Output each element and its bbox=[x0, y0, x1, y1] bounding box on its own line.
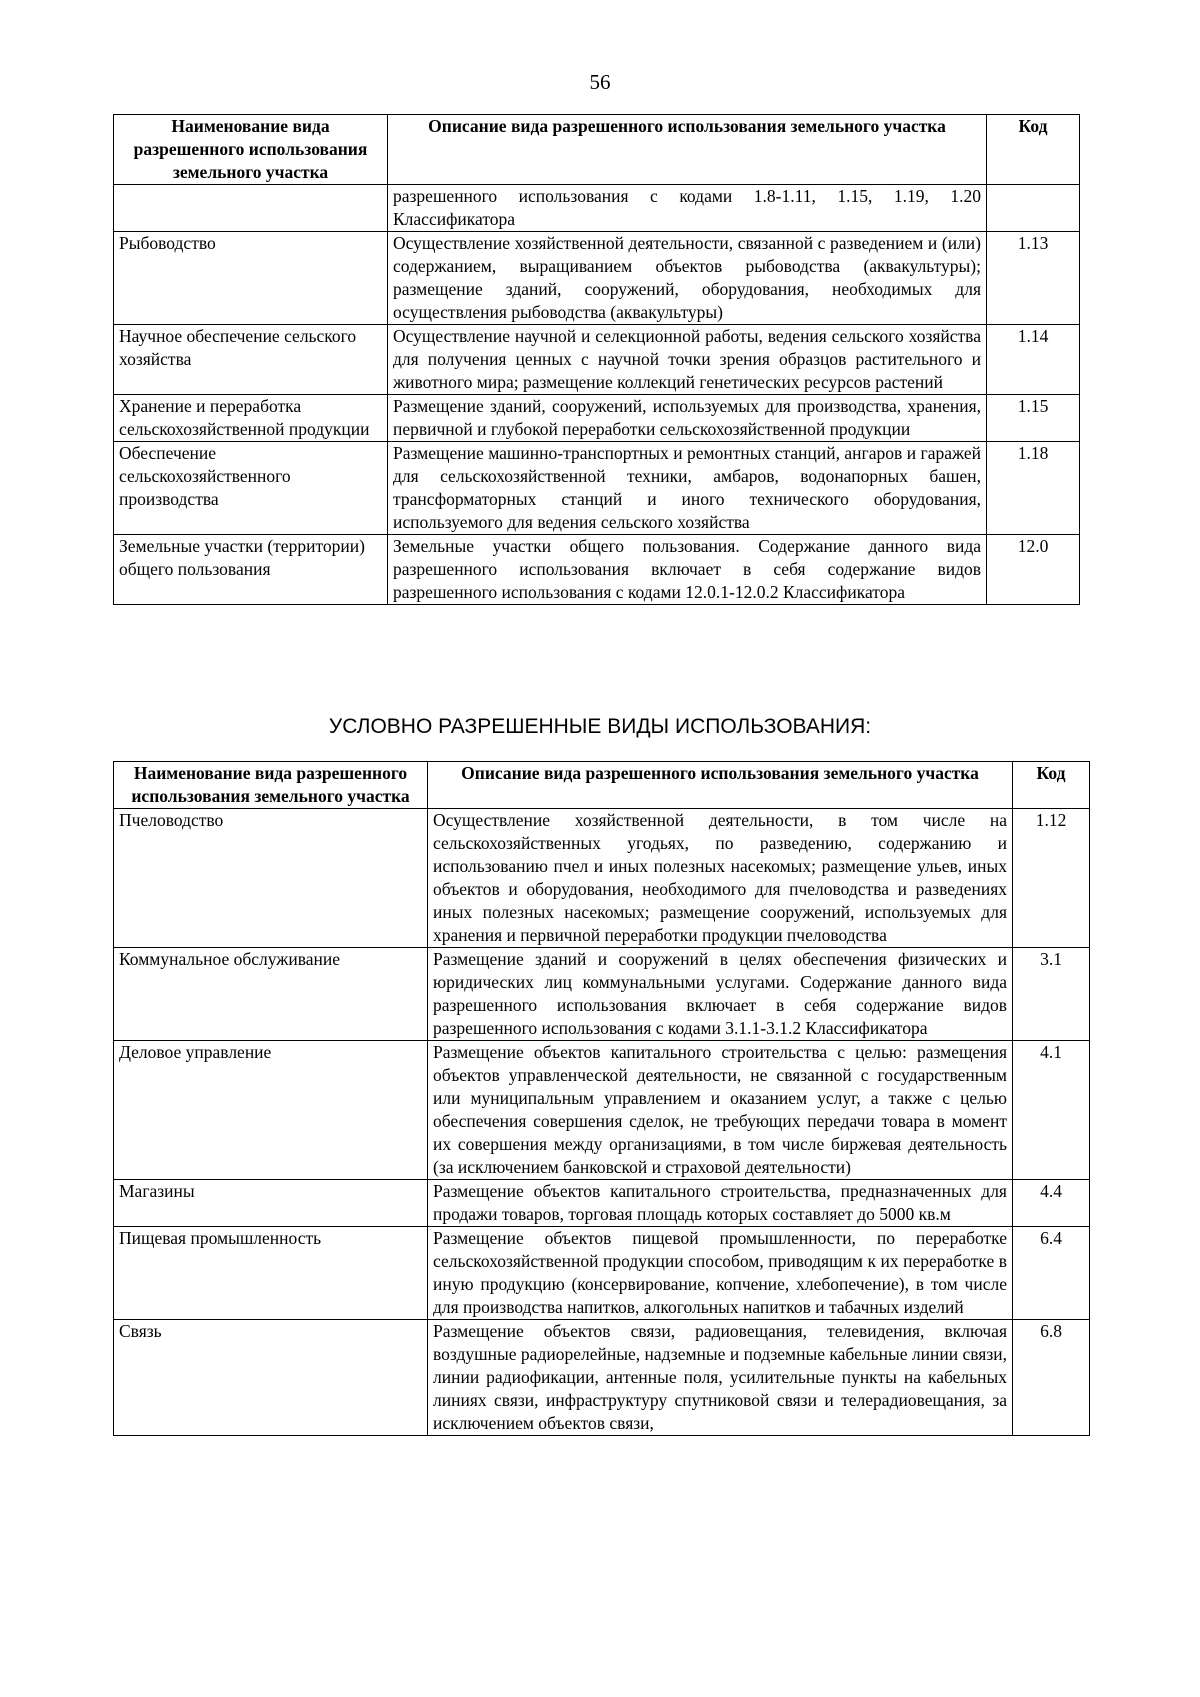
permitted-uses-table bbox=[113, 114, 1080, 605]
use-code: 6.4 bbox=[1013, 1227, 1090, 1320]
use-code: 1.12 bbox=[1013, 809, 1090, 948]
use-description: Осуществление хозяйственной деятельности, связанной с разведением и (или) содержанием, выращиванием объектов рыбоводства (аквакультуры); размещение зданий, сооружений, оборудования, необходимых для осуществления рыбоводства (аквакультуры) bbox=[388, 232, 987, 325]
header-code: Код bbox=[987, 115, 1080, 185]
header-description: Описание вида разрешенного использования земельного участка bbox=[428, 762, 1013, 809]
table-header-row bbox=[114, 762, 1090, 809]
table-row bbox=[114, 395, 1080, 442]
table-row bbox=[114, 1180, 1090, 1227]
use-description: Размещение зданий и сооружений в целях обеспечения физических и юридических лиц коммунальными услугами. Содержание данного вида разрешенного использования включает в себя содержание видов разрешенного использования с кодами 3.1.1-3.1.2 Классификатора bbox=[428, 948, 1013, 1041]
use-description: Размещение объектов капитального строительства, предназначенных для продажи товаров, торговая площадь которых составляет до 5000 кв.м bbox=[428, 1180, 1013, 1227]
use-description: Осуществление хозяйственной деятельности, в том числе на сельскохозяйственных угодьях, по разведению, содержанию и использованию пчел и иных полезных насекомых; размещение ульев, иных объектов и оборудования, необходимого для пчеловодства и разведениях иных полезных насекомых; размещение сооружений, используемых для хранения и первичной переработки продукции пчеловодства bbox=[428, 809, 1013, 948]
use-name: Деловое управление bbox=[114, 1041, 428, 1180]
table-row bbox=[114, 325, 1080, 395]
use-description: Осуществление научной и селекционной работы, ведения сельского хозяйства для получения ценных с научной точки зрения образцов растительного и животного мира; размещение коллекций генетических ресурсов растений bbox=[388, 325, 987, 395]
use-description: разрешенного использования с кодами 1.8-1.11, 1.15, 1.19, 1.20 Классификатора bbox=[388, 185, 987, 232]
use-description: Размещение машинно-транспортных и ремонтных станций, ангаров и гаражей для сельскохозяйственной техники, амбаров, водонапорных башен, трансформаторных станций и иного технического оборудования, используемого для ведения сельского хозяйства bbox=[388, 442, 987, 535]
use-code: 6.8 bbox=[1013, 1320, 1090, 1436]
use-name bbox=[114, 185, 388, 232]
use-description: Размещение объектов капитального строительства с целью: размещения объектов управленческой деятельности, не связанной с государственным или муниципальным управлением и оказанием услуг, а также с целью обеспечения совершения сделок, не требующих передачи товара в момент их совершения между организациями, в том числе биржевая деятельность (за исключением банковской и страховой деятельности) bbox=[428, 1041, 1013, 1180]
use-code bbox=[987, 185, 1080, 232]
conditional-uses-table bbox=[113, 761, 1090, 1436]
table-row bbox=[114, 809, 1090, 948]
use-name: Магазины bbox=[114, 1180, 428, 1227]
use-code: 1.13 bbox=[987, 232, 1080, 325]
use-description: Размещение зданий, сооружений, используемых для производства, хранения, первичной и глубокой переработки сельскохозяйственной продукции bbox=[388, 395, 987, 442]
use-name: Связь bbox=[114, 1320, 428, 1436]
table-row bbox=[114, 1320, 1090, 1436]
page-number: 56 bbox=[589, 70, 611, 94]
use-name: Пчеловодство bbox=[114, 809, 428, 948]
header-name: Наименование вида разрешенного использования земельного участка bbox=[114, 762, 428, 809]
use-name: Коммунальное обслуживание bbox=[114, 948, 428, 1041]
use-code: 4.4 bbox=[1013, 1180, 1090, 1227]
use-name: Земельные участки (территории) общего пользования bbox=[114, 535, 388, 605]
use-name: Научное обеспечение сельского хозяйства bbox=[114, 325, 388, 395]
use-name: Пищевая промышленность bbox=[114, 1227, 428, 1320]
header-code: Код bbox=[1013, 762, 1090, 809]
table-row bbox=[114, 232, 1080, 325]
use-description: Размещение объектов пищевой промышленности, по переработке сельскохозяйственной продукции способом, приводящим к их переработке в иную продукцию (консервирование, копчение, хлебопечение), в том числе для производства напитков, алкогольных напитков и табачных изделий bbox=[428, 1227, 1013, 1320]
table-row bbox=[114, 1227, 1090, 1320]
use-description: Размещение объектов связи, радиовещания, телевидения, включая воздушные радиорелейные, надземные и подземные кабельные линии связи, линии радиофикации, антенные поля, усилительные пункты на кабельных линиях связи, инфраструктуру спутниковой связи и телерадиовещания, за исключением объектов связи, bbox=[428, 1320, 1013, 1436]
use-code: 1.15 bbox=[987, 395, 1080, 442]
use-code: 1.18 bbox=[987, 442, 1080, 535]
table-header-row bbox=[114, 115, 1080, 185]
use-name: Обеспечение сельскохозяйственного производства bbox=[114, 442, 388, 535]
header-name: Наименование вида разрешенного использования земельного участка bbox=[114, 115, 388, 185]
header-description: Описание вида разрешенного использования земельного участка bbox=[388, 115, 987, 185]
use-code: 12.0 bbox=[987, 535, 1080, 605]
table-row bbox=[114, 535, 1080, 605]
table-row bbox=[114, 185, 1080, 232]
use-code: 1.14 bbox=[987, 325, 1080, 395]
section-title: УСЛОВНО РАЗРЕШЕННЫЕ ВИДЫ ИСПОЛЬЗОВАНИЯ: bbox=[328, 715, 872, 738]
use-code: 4.1 bbox=[1013, 1041, 1090, 1180]
use-code: 3.1 bbox=[1013, 948, 1090, 1041]
use-description: Земельные участки общего пользования. Содержание данного вида разрешенного использования включает в себя содержание видов разрешенного использования с кодами 12.0.1-12.0.2 Классификатора bbox=[388, 535, 987, 605]
use-name: Хранение и переработка сельскохозяйственной продукции bbox=[114, 395, 388, 442]
table-row bbox=[114, 948, 1090, 1041]
table-row bbox=[114, 442, 1080, 535]
use-name: Рыбоводство bbox=[114, 232, 388, 325]
table-row bbox=[114, 1041, 1090, 1180]
